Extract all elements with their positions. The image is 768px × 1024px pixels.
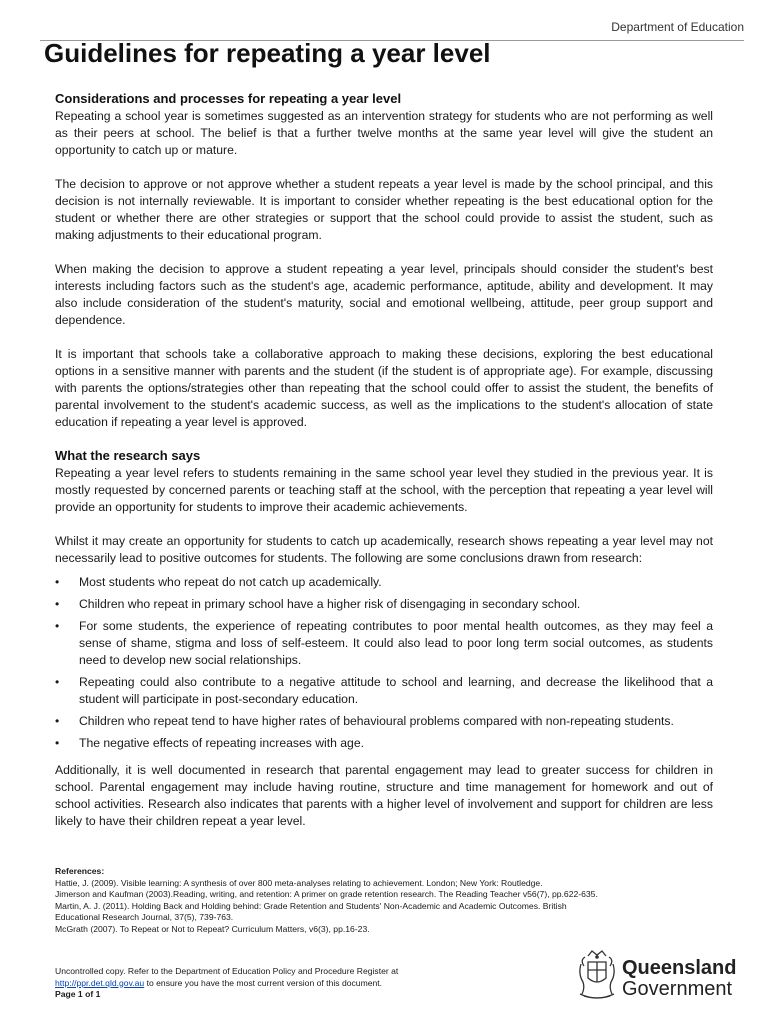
list-item <box>55 596 713 613</box>
section-heading-considerations: Considerations and processes for repeating a year level <box>55 91 402 106</box>
list-item-text: Most students who repeat do not catch up academically. <box>79 575 382 589</box>
logo-government: Government <box>622 978 733 1000</box>
list-item <box>55 735 713 752</box>
section-heading-research: What the research says <box>55 448 201 463</box>
footer-disclaimer-line2 <box>55 978 398 990</box>
research-conclusions-list <box>55 574 713 752</box>
page-number: Page 1 of 1 <box>55 989 101 999</box>
reference-item: Jimerson and Kaufman (2003).Reading, writing, and retention: A primer on grade retention research. The Reading Teacher v56(7), pp.622-635. <box>55 889 598 899</box>
bullet-icon: • <box>55 619 60 633</box>
list-item-text: Children who repeat in primary school have a higher risk of disengaging in secondary school. <box>79 597 581 611</box>
paragraph: Whilst it may create an opportunity for students to catch up academically, research shows repeating a year level may not necessarily lead to positive outcomes for students. The following are some conclusions drawn from research: <box>55 534 713 565</box>
bullet-icon: • <box>55 675 60 689</box>
list-item <box>55 574 713 591</box>
page-title: Guidelines for repeating a year level <box>44 38 491 68</box>
footer <box>55 966 398 1001</box>
list-item <box>55 674 713 708</box>
paragraph: It is important that schools take a collaborative approach to making these decisions, exploring the best educational options in a sensitive manner with parents and the student (if the student is of appropriate age). For example, discussing with parents the options/strategies other than repeating that the school could offer to assist the student, the benefits of parental involvement to the student's academic success, as well as the implications to the student's allocation of state education if repeating a year level is approved. <box>55 347 713 429</box>
document-body <box>55 90 713 847</box>
bullet-icon: • <box>55 575 60 589</box>
list-item-text: Children who repeat tend to have higher rates of behavioural problems compared with non-repeating students. <box>79 714 674 728</box>
references-heading: References: <box>55 866 105 876</box>
bullet-icon: • <box>55 714 60 728</box>
footer-disclaimer-rest: to ensure you have the most current version of this document. <box>144 977 383 988</box>
reference-item: Educational Research Journal, 37(5), 739-763. <box>55 912 234 922</box>
footer-disclaimer: Uncontrolled copy. Refer to the Department of Education Policy and Procedure Register at <box>55 966 399 976</box>
coat-of-arms-icon <box>576 948 618 1002</box>
paragraph: When making the decision to approve a student repeating a year level, principals should consider the student's best interests including factors such as the student's age, academic performance, aptitude, ability and development. It may also include consideration of the student's maturity, social and emotional wellbeing, attitude, peer group support and dependence. <box>55 262 713 327</box>
list-item-text: For some students, the experience of repeating contributes to poor mental health outcomes, as they may feel a sense of shame, stigma and loss of self-esteem. It could also lead to poor long term social outcomes, as students need to develop new social relationships. <box>79 619 713 667</box>
paragraph: Repeating a year level refers to students remaining in the same school year level they studied in the previous year. It is mostly requested by concerned parents or teaching staff at the school, with the perception that repeating a year level will provide an opportunity for students to improve their academic achievements. <box>55 466 713 514</box>
reference-item: McGrath (2007). To Repeat or Not to Repeat? Curriculum Matters, v6(3), pp.16-23. <box>55 923 370 934</box>
paragraph: The decision to approve or not approve whether a student repeats a year level is made by the school principal, and this decision is not internally reviewable. It is important to consider whether repeating is the best educational option for the student or whether there are other strategies or support that the school could provide to assist the student, such as making adjustments to their educational program. <box>55 177 713 242</box>
list-item <box>55 713 713 730</box>
department-name: Department of Education <box>611 20 744 34</box>
list-item <box>55 618 713 669</box>
reference-item: Martin, A. J. (2011). Holding Back and Holding behind: Grade Retention and Students' Non-Academic and Academic Outcomes. British <box>55 900 567 911</box>
bullet-icon: • <box>55 736 60 750</box>
reference-item: Hattie, J. (2009). Visible learning: A synthesis of over 800 meta-analyses relating to achievement. London; New York: Routledge. <box>55 877 543 888</box>
paragraph: Additionally, it is well documented in research that parental engagement may lead to greater success for children in school. Parental engagement may include having routine, structure and time management for homework and out of school activities. Research also indicates that parents with a higher level of involvement and support for children are less likely to have their children repeat a year level. <box>55 763 713 828</box>
logo-queensland: Queensland <box>622 957 737 979</box>
ppr-link[interactable]: http://ppr.det.qld.gov.au <box>55 977 145 988</box>
references <box>55 866 725 935</box>
queensland-government-logo <box>576 948 746 1002</box>
list-item-text: Repeating could also contribute to a negative attitude to school and learning, and decrease the likelihood that a student will participate in post-secondary education. <box>79 675 713 706</box>
bullet-icon: • <box>55 597 60 611</box>
list-item-text: The negative effects of repeating increases with age. <box>79 736 365 750</box>
paragraph: Repeating a school year is sometimes suggested as an intervention strategy for students who are not performing as well as their peers at school. The belief is that a further twelve months at the same year level will give the student an opportunity to catch up or mature. <box>55 109 713 157</box>
